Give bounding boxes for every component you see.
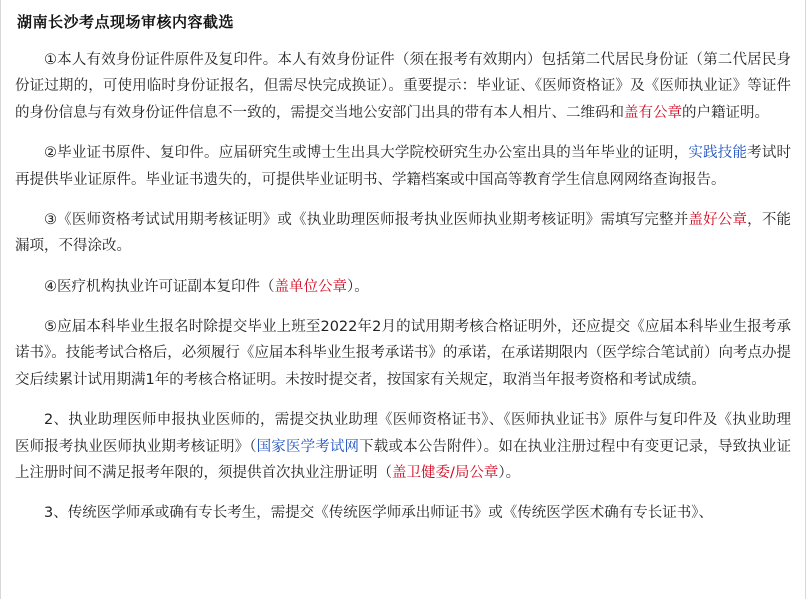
text-run: ①本人有效身份证件原件及复印件。本人有效身份证件（须在报考有效期内）包括第二代居民身份证（第二代居民身份证过期的，可使用临时身份证报名，但需尽快完成换证）。重要提示：毕业证、《医师资格证》及《医师执业证》等证件的身份信息与有效身份证件信息不一致的，需提交当地公安部门出具的带有本人相片、二维码和 [15, 52, 791, 121]
text-run-emphasis: 盖有公章 [624, 104, 682, 121]
paragraph-7 [15, 500, 791, 526]
paragraph-5 [15, 314, 791, 393]
paragraph-1 [15, 47, 791, 126]
text-run: 2、执业助理医师申报执业医师的，需提交执业助理《医师资格证书》、《医师执业证书》原件与复印件及《执业助理医师报考执业医师执业期考核证明》（ [15, 412, 791, 455]
text-run: 的户籍证明。 [682, 104, 769, 121]
text-run: ③《医师资格考试试用期考核证明》或《执业助理医师报考执业医师执业期考核证明》需填写完整并 [44, 211, 689, 228]
text-run-emphasis: 盖单位公章 [274, 278, 347, 295]
text-run: 下载或本公告附件）。如在执业注册过程中有变更记录，导致执业证上注册时间不满足报考年限的，须提供首次执业注册证明（ [15, 438, 792, 481]
link-national-medical-exam-site[interactable]: 国家医学考试网 [256, 438, 360, 455]
link-practical-skills[interactable]: 实践技能 [688, 145, 748, 162]
text-run-emphasis: 盖卫健委/局公章 [392, 464, 499, 481]
paragraph-2 [15, 140, 791, 193]
text-run: 考试时再提供毕业证原件。毕业证书遗失的，可提供毕业证明书、学籍档案或中国高等教育学生信息网网络查询报告。 [15, 145, 792, 188]
text-run: ②毕业证书原件、复印件。应届研究生或博士生出具大学院校研究生办公室出具的当年毕业的证明， [44, 145, 689, 162]
paragraph-3 [15, 207, 791, 260]
text-run: ）。 [347, 278, 369, 295]
paragraph-4 [15, 274, 791, 300]
text-run: ，不能漏项，不得涂改。 [15, 211, 792, 255]
text-run: ⑤应届本科毕业生报名时除提交毕业上班至2022年2月的试用期考核合格证明外，还应提交《应届本科毕业生报考承诺书》。技能考试合格后，必须履行《应届本科毕业生报考承诺书》的承诺，在承诺期限内（医学综合笔试前）向考点办提交后续累计试用期满1年的考核合格证明。未按时提交者，按国家有关规定，取消当年报考资格和考试成绩。 [15, 319, 791, 388]
text-run: ④医疗机构执业许可证副本复印件（ [44, 278, 275, 295]
document-content [1, 0, 805, 527]
page-title: 湖南长沙考点现场审核内容截选 [17, 13, 235, 31]
text-run: 3、传统医学师承或确有专长考生，需提交《传统医学师承出师证书》或《传统医学医术确有专长证书》、 [44, 505, 713, 522]
text-run-emphasis: 盖好公章 [688, 211, 748, 228]
page-bottom-edge [1, 593, 805, 599]
paragraph-6 [15, 407, 791, 486]
text-run: ）。 [498, 464, 521, 481]
